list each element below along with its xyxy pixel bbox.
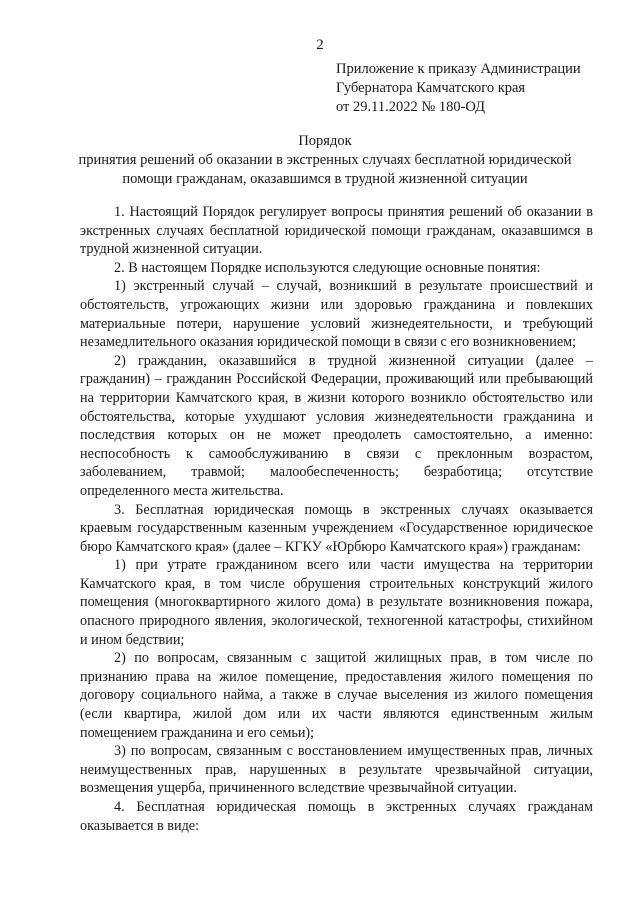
paragraph-4: 4. Бесплатная юридическая помощь в экстренных случаях гражданам оказывается в виде: — [80, 799, 593, 834]
appendix-line: от 29.11.2022 № 180-ОД — [336, 99, 486, 115]
title-line: принятия решений об оказании в экстренных случаях бесплатной юридической — [78, 152, 572, 168]
paragraph-2: 2. В настоящем Порядке используются следующие основные понятия: — [114, 259, 541, 276]
document-title — [60, 132, 590, 189]
appendix-block — [336, 60, 616, 117]
paragraph-2-item-2: 2) гражданин, оказавшийся в трудной жизненной ситуации (далее – гражданин) – гражданин Российской Федерации, проживающий или пребывающий на территории Камчатского края, в жизни которого возникло обстоятельство или обстоятельства, которые ухудшают условия жизнедеятельности гражданина и последствия которых он не может преодолеть самостоятельно, а именно: неспособность к самообслуживанию в связи с преклонным возрастом, заболеванием, травмой; малообеспеченность; безработица; отсутствие определенного места жительства. — [80, 352, 593, 499]
title-line: помощи гражданам, оказавшимся в трудной жизненной ситуации — [122, 171, 528, 187]
paragraph-3: 3. Бесплатная юридическая помощь в экстренных случаях оказывается краевым государственным казенным учреждением «Государственное юридическое бюро Камчатского края» (далее – КГКУ «Юрбюро Камчатского края») гражданам: — [80, 501, 593, 555]
paragraph-1: 1. Настоящий Порядок регулирует вопросы принятия решений об оказании в экстренных случаях бесплатной юридической помощи гражданам, оказавшимся в трудной жизненной ситуации. — [80, 204, 593, 258]
page-number: 2 — [316, 37, 324, 53]
title-heading: Порядок — [298, 133, 352, 149]
appendix-line: Губернатора Камчатского края — [336, 80, 526, 96]
paragraph-3-item-2: 2) по вопросам, связанным с защитой жилищных прав, в том числе по признанию права на жилое помещение, предоставления жилого помещения по договору социального найма, а также в случае выселения из жилого помещения (если квартира, жилой дом или их части являются единственным жилым помещением гражданина и его семьи); — [80, 650, 593, 741]
paragraph-3-item-1: 1) при утрате гражданином всего или части имущества на территории Камчатского края, в том числе обрушения строительных конструкций жилого помещения (многоквартирного жилого дома) в результате возникновения пожара, опасного природного явления, экологической, техногенной катастрофы, стихийном и ином бедствии; — [80, 557, 593, 648]
paragraph-2-item-1: 1) экстренный случай – случай, возникший в результате происшествий и обстоятельств, угрожающих жизни или здоровью гражданина и повлекших материальные потери, нарушение условий жизнедеятельности, и требующий незамедлительного оказания юридической помощи в связи с его возникновением; — [80, 278, 593, 351]
paragraph-3-item-3: 3) по вопросам, связанным с восстановлением имущественных прав, личных неимущественных прав, нарушенных в результате чрезвычайной ситуации, возмещения ущерба, причиненного вследствие чрезвычайной ситуации. — [80, 743, 593, 797]
document-body — [80, 203, 593, 835]
appendix-line: Приложение к приказу Администрации — [336, 61, 581, 77]
